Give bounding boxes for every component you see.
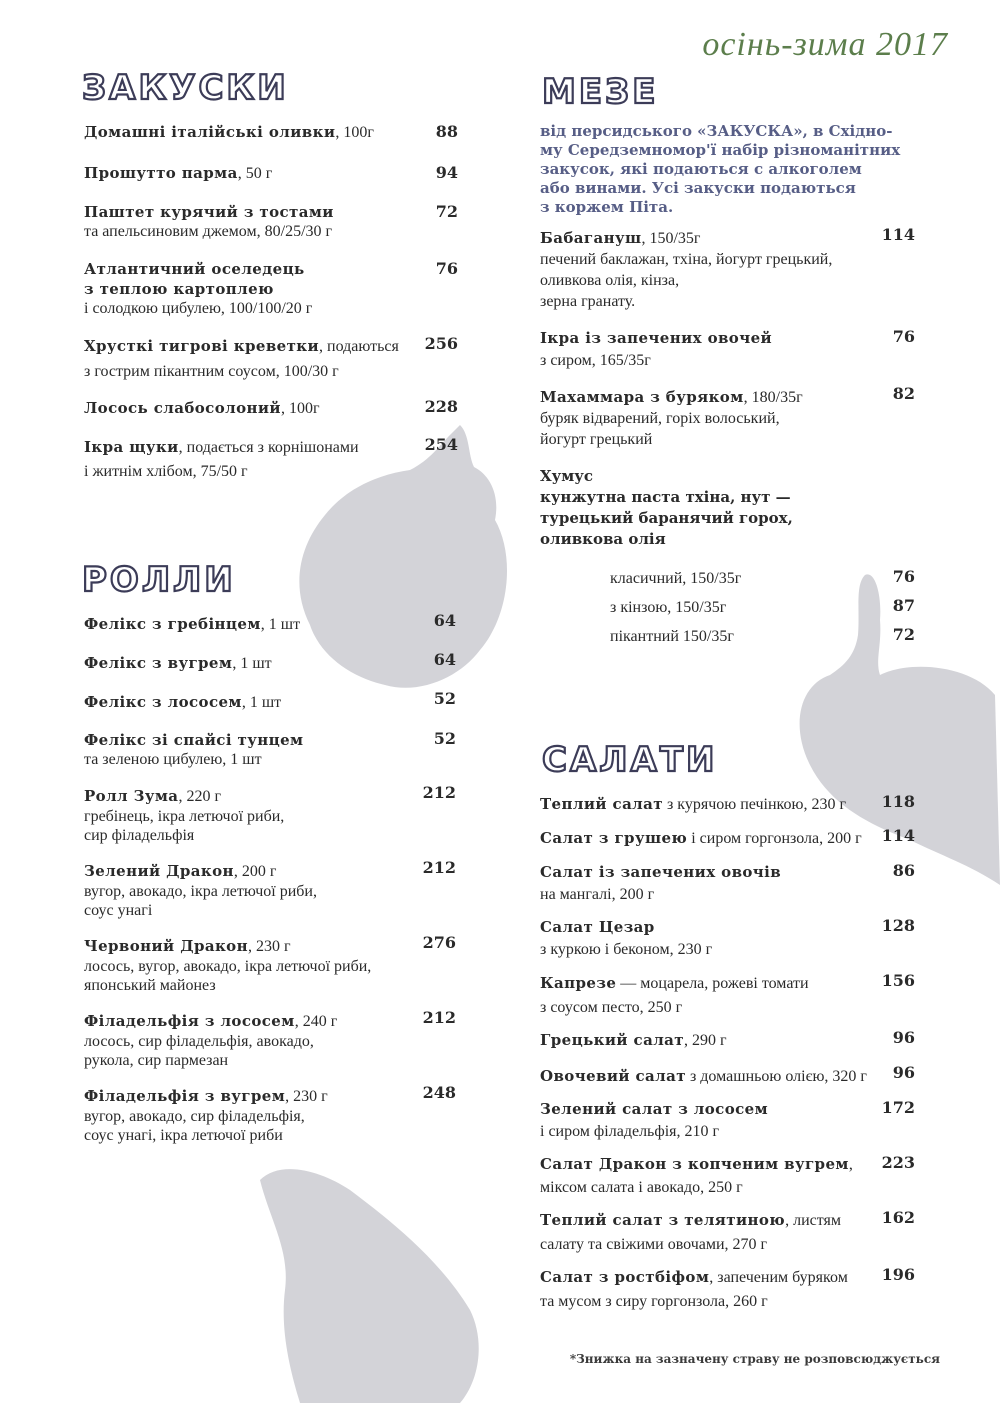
price: 223 — [881, 1153, 915, 1172]
price: 76 — [435, 259, 458, 278]
price: 76 — [892, 567, 915, 586]
discount-footnote: *Знижка на зазначену страву не розповсюджується — [569, 1352, 940, 1366]
price: 87 — [892, 596, 915, 615]
price: 254 — [424, 435, 458, 454]
menu-item: Зелений салат з лососем і сиром філадельфія, 210 г — [540, 1100, 769, 1140]
menu-item: Паштет курячий з тостами та апельсиновим джемом, 80/25/30 г — [84, 203, 334, 240]
price: 256 — [424, 334, 458, 353]
price: 128 — [881, 916, 915, 935]
price: 64 — [433, 650, 456, 669]
menu-item: Махаммара з буряком, 180/35г буряк відварений, горіх волоський, йогурт грецький — [540, 388, 803, 448]
section-title-meze: МЕЗЕ — [542, 72, 659, 112]
menu-item: Фелікс зі спайсі тунцем та зеленою цибулею, 1 шт — [84, 731, 304, 768]
herb-silhouette — [240, 1150, 490, 1403]
price: 276 — [422, 933, 456, 952]
price: 248 — [422, 1083, 456, 1102]
menu-item: Бабагануш, 150/35г печений баклажан, тхіна, йогурт грецький, оливкова олія, кінза, зерна гранату. — [540, 229, 833, 310]
price: 212 — [422, 1008, 456, 1027]
menu-item: Фелікс з лососем, 1 шт — [84, 693, 282, 711]
hummus-variant: класичний, 150/35г — [610, 570, 742, 587]
menu-item: Салат із запечених овочів на мангалі, 200 г — [540, 863, 782, 903]
price: 156 — [881, 971, 915, 990]
price: 88 — [435, 122, 458, 141]
price: 96 — [892, 1063, 915, 1082]
price: 212 — [422, 858, 456, 877]
price: 96 — [892, 1028, 915, 1047]
price: 72 — [892, 625, 915, 644]
hummus-variant: пікантний 150/35г — [610, 628, 734, 645]
menu-item: Салат Дракон з копченим вугрем, міксом салата і авокадо, 250 г — [540, 1155, 853, 1196]
price: 94 — [435, 163, 458, 182]
meze-intro: від персидського «ЗАКУСКА», в Східно- му Середземномор'ї набір різноманітних закусок, які подаються с алкоголем або винами. Усі закуски подаються з коржем Піта. — [540, 122, 901, 216]
price: 52 — [433, 689, 456, 708]
menu-item: Фелікс з гребінцем, 1 шт — [84, 615, 301, 633]
price: 228 — [424, 397, 458, 416]
menu-item: Салат з грушею і сиром горгонзола, 200 г — [540, 829, 862, 847]
menu-item: Хрусткі тигрові креветки, подаються з гострим пікантним соусом, 100/30 г — [84, 337, 399, 380]
menu-item: Теплий салат з телятиною, листям салату та свіжими овочами, 270 г — [540, 1211, 841, 1253]
hummus-title: Хумус кунжутна паста тхіна, нут — турецький баранячий горох, оливкова олія — [540, 467, 793, 548]
menu-item: Фелікс з вугрем, 1 шт — [84, 654, 272, 672]
menu-item: Салат Цезар з куркою і беконом, 230 г — [540, 918, 713, 958]
price: 52 — [433, 729, 456, 748]
price: 72 — [435, 202, 458, 221]
hummus-variant: з кінзою, 150/35г — [610, 599, 727, 616]
menu-item: Капрезе — моцарела, рожеві томати з соусом песто, 250 г — [540, 974, 809, 1016]
menu-item: Філадельфія з вугрем, 230 г вугор, авокадо, сир філадельфія, соус унагі, ікра летючої риби — [84, 1087, 328, 1144]
price: 114 — [881, 225, 915, 244]
menu-item: Ікра щуки, подається з корнішонами і житнім хлібом, 75/50 г — [84, 438, 359, 480]
price: 162 — [881, 1208, 915, 1227]
menu-item: Салат з ростбіфом, запеченим буряком та мусом з сиру горгонзола, 260 г — [540, 1268, 848, 1310]
menu-item: Лосось слабосолоний, 100г — [84, 399, 320, 417]
price: 82 — [892, 384, 915, 403]
price: 86 — [892, 861, 915, 880]
menu-item: Ікра із запечених овочей з сиром, 165/35г — [540, 329, 773, 369]
menu-item: Зелений Дракон, 200 г вугор, авокадо, ікра летючої риби, соус унагі — [84, 862, 317, 919]
menu-item: Атлантичний оселедець з теплою картоплею і солодкою цибулею, 100/100/20 г — [84, 260, 313, 317]
menu-item: Філадельфія з лососем, 240 г лосось, сир філадельфія, авокадо, рукола, сир пармезан — [84, 1012, 338, 1069]
section-title-zakusky: ЗАКУСКИ — [82, 68, 289, 108]
season-label: осінь-зима 2017 — [702, 26, 948, 63]
menu-item: Домашні італійські оливки, 100г — [84, 123, 374, 141]
price: 64 — [433, 611, 456, 630]
menu-item: Червоний Дракон, 230 г лосось, вугор, авокадо, ікра летючої риби, японський майонез — [84, 937, 372, 994]
price: 212 — [422, 783, 456, 802]
price: 118 — [881, 792, 915, 811]
price: 172 — [881, 1098, 915, 1117]
menu-item: Теплий салат з курячою печінкою, 230 г — [540, 795, 847, 813]
price: 196 — [881, 1265, 915, 1284]
section-title-rolly: РОЛЛИ — [82, 560, 236, 600]
menu-item: Овочевий салат з домашньою олією, 320 г — [540, 1067, 867, 1085]
menu-item: Ролл Зума, 220 г гребінець, ікра летючої риби, сир філадельфія — [84, 787, 285, 844]
section-title-salaty: САЛАТИ — [542, 740, 718, 780]
menu-item: Грецький салат, 290 г — [540, 1031, 727, 1049]
price: 76 — [892, 327, 915, 346]
menu-item: Прошутто парма, 50 г — [84, 164, 273, 182]
price: 114 — [881, 826, 915, 845]
